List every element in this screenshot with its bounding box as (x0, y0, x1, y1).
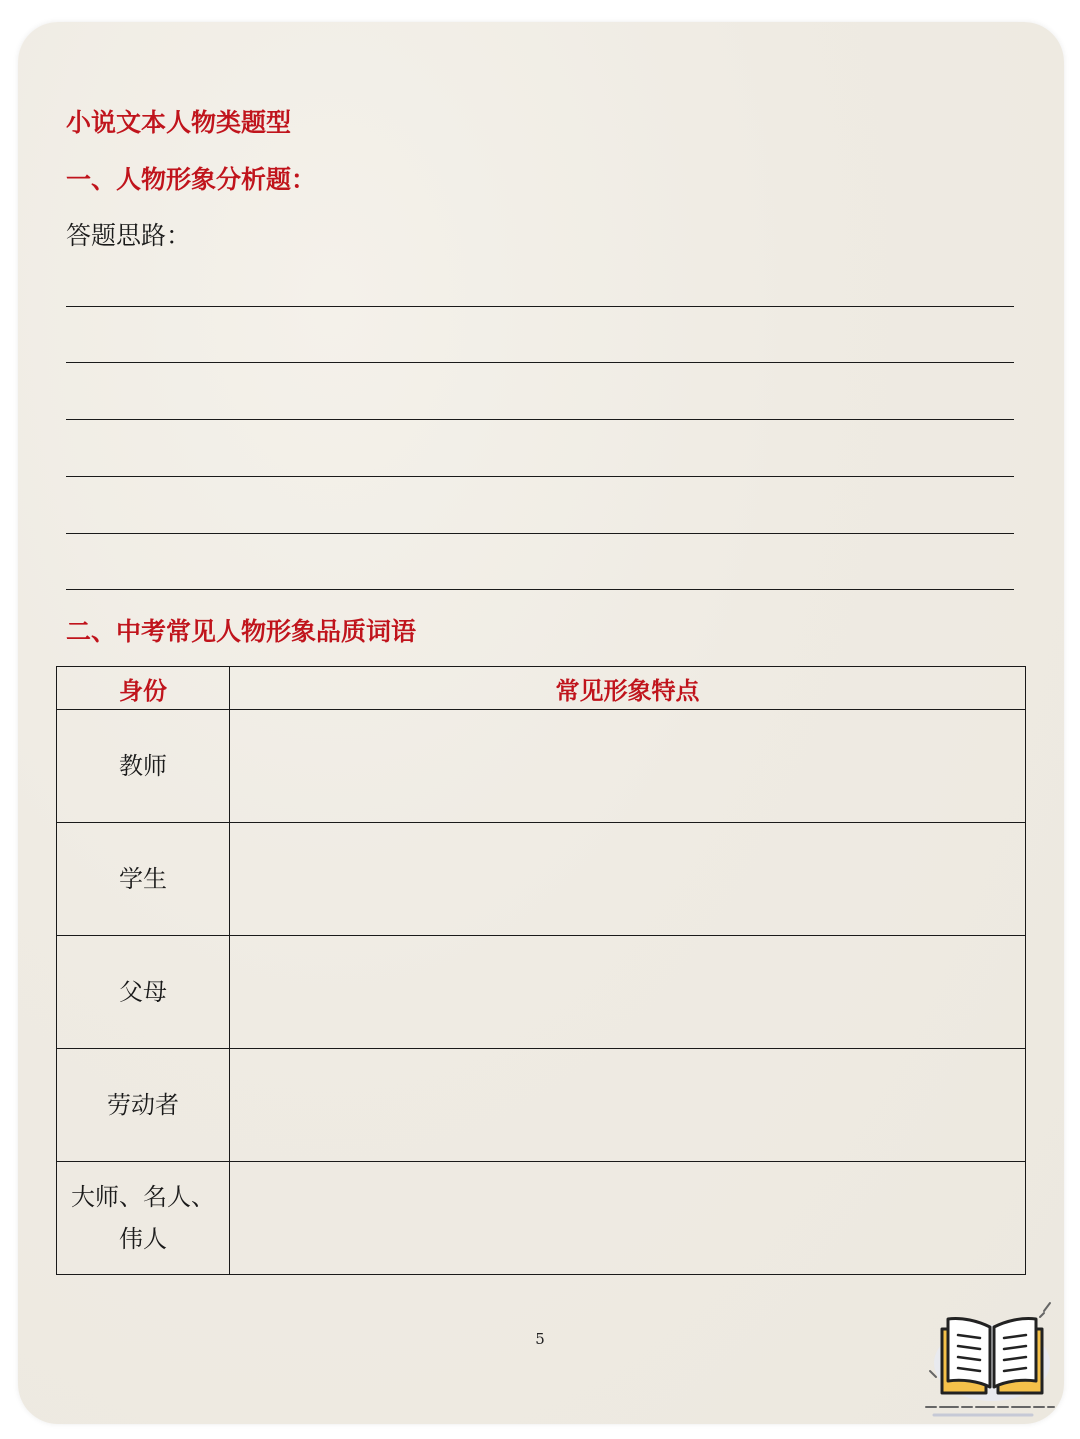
identity-cell: 父母 (57, 936, 230, 1049)
table-row (57, 710, 1026, 823)
traits-table (56, 666, 1026, 1275)
section1-heading: 一、人物形象分析题： (66, 165, 317, 194)
answer-prompt-label: 答题思路： (66, 221, 192, 250)
answer-line[interactable] (66, 419, 1014, 420)
identity-line: 伟人 (119, 1225, 167, 1253)
traits-cell[interactable] (230, 1049, 1026, 1162)
answer-line[interactable] (66, 589, 1014, 590)
identity-cell: 教师 (57, 710, 230, 823)
table-row (57, 1162, 1026, 1275)
answer-line[interactable] (66, 476, 1014, 477)
table-row (57, 1049, 1026, 1162)
table-header-row (57, 667, 1026, 710)
traits-cell[interactable] (230, 710, 1026, 823)
answer-line[interactable] (66, 533, 1014, 534)
answer-line[interactable] (66, 362, 1014, 363)
traits-cell[interactable] (230, 823, 1026, 936)
identity-cell: 学生 (57, 823, 230, 936)
identity-line: 大师、名人、 (71, 1183, 215, 1211)
traits-cell[interactable] (230, 936, 1026, 1049)
traits-cell[interactable] (230, 1162, 1026, 1275)
answer-line[interactable] (66, 306, 1014, 307)
page-number: 5 (535, 1330, 545, 1348)
identity-cell: 劳动者 (57, 1049, 230, 1162)
section2-heading: 二、中考常见人物形象品质词语 (66, 617, 417, 646)
open-book-icon (922, 1295, 1062, 1420)
header-identity: 身份 (57, 667, 230, 710)
table-row (57, 823, 1026, 936)
identity-cell (57, 1162, 230, 1275)
main-title: 小说文本人物类题型 (66, 108, 292, 137)
header-traits: 常见形象特点 (230, 667, 1026, 710)
table-row (57, 936, 1026, 1049)
